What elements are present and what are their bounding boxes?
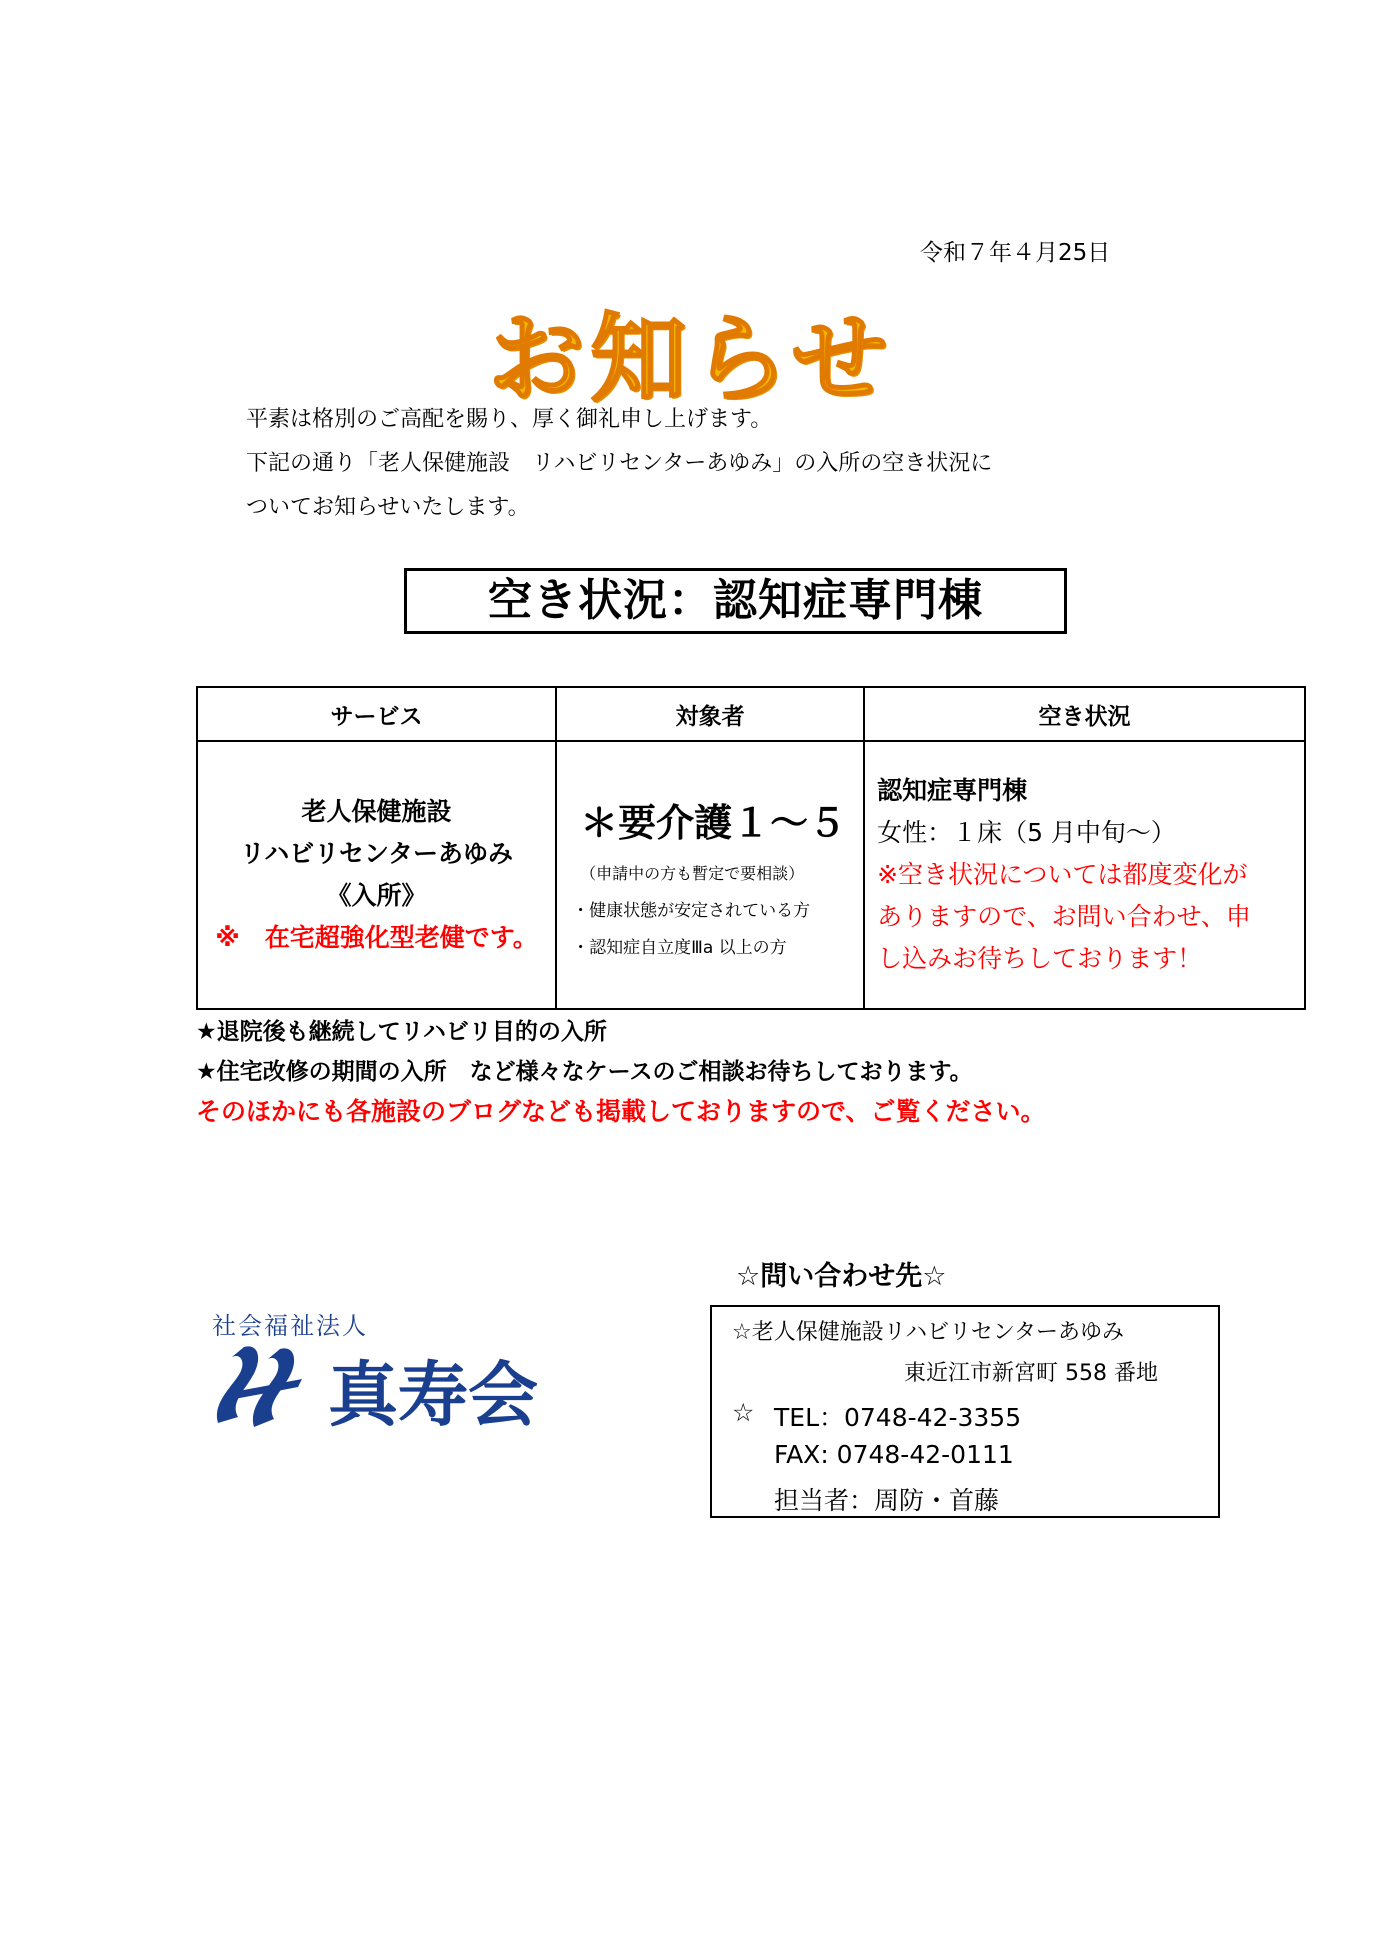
notice-title: お知らせ (488, 303, 894, 415)
notes (196, 1012, 1046, 1132)
header-service: サービス (197, 687, 556, 741)
target-cell (556, 741, 864, 1009)
contact-tel-mark: ☆ (732, 1398, 755, 1427)
organization-name: 真寿会 (328, 1354, 538, 1433)
service-line-3: 《入所》 (326, 881, 427, 910)
intro-line-1: 平素は格別のご高配を賜り、厚く御礼申し上げます。 (246, 407, 773, 432)
table-row (197, 741, 1305, 1009)
status-notice-3: し込みお待ちしております！ (877, 944, 1203, 973)
header-target: 対象者 (556, 687, 864, 741)
target-care-level: ＊要介護１～５ (580, 801, 847, 845)
document-date: 令和７年４月25日 (920, 240, 1111, 266)
note-blog: そのほかにも各施設のブログなども掲載しておりますので、ご覧ください。 (196, 1097, 1046, 1126)
contact-heading: ☆問い合わせ先☆ (736, 1261, 947, 1292)
status-heading: 空き状況：認知症専門棟 (404, 568, 1067, 634)
header-status: 空き状況 (864, 687, 1305, 741)
contact-box (710, 1305, 1220, 1518)
table-header-row (197, 687, 1305, 741)
intro-text (246, 398, 992, 530)
note-1: ★退院後も継続してリハビリ目的の入所 (196, 1019, 607, 1045)
status-cell (864, 741, 1305, 1009)
contact-person: 担当者：周防・首藤 (774, 1486, 1000, 1515)
status-ward: 認知症専門棟 (877, 776, 1028, 805)
organization-logo (210, 1343, 570, 1437)
target-note: （申請中の方も暫定で要相談） (580, 864, 805, 883)
service-note: ※ 在宅超強化型老健です。 (215, 923, 538, 952)
status-notice-1: ※空き状況については都度変化が (877, 860, 1248, 889)
target-item-1: ・健康状態が安定されている方 (572, 901, 811, 921)
service-line-1: 老人保健施設 (301, 797, 452, 826)
contact-fax: FAX: 0748-42-0111 (774, 1440, 1014, 1469)
intro-line-3: ついてお知らせいたします。 (246, 495, 530, 520)
service-cell (197, 741, 556, 1009)
shinjukai-logo-icon (210, 1343, 570, 1433)
intro-line-2: 下記の通り「老人保健施設 リハビリセンターあゆみ」の入所の空き状況に (246, 451, 993, 476)
contact-tel: TEL：0748-42-3355 (774, 1403, 1022, 1432)
status-vacancy: 女性：１床（5 月中旬～） (877, 818, 1176, 847)
organization-subtitle: 社会福祉法人 (212, 1312, 368, 1340)
target-item-2: ・認知症自立度Ⅲa 以上の方 (572, 938, 787, 958)
status-notice-2: ありますので、お問い合わせ、申 (877, 902, 1251, 931)
contact-facility: ☆老人保健施設リハビリセンターあゆみ (732, 1320, 1124, 1345)
contact-address: 東近江市新宮町 558 番地 (904, 1361, 1158, 1386)
service-line-2: リハビリセンターあゆみ (240, 839, 514, 868)
note-2: ★住宅改修の期間の入所 など様々なケースのご相談お待ちしております。 (196, 1059, 973, 1085)
availability-table (196, 686, 1306, 1010)
